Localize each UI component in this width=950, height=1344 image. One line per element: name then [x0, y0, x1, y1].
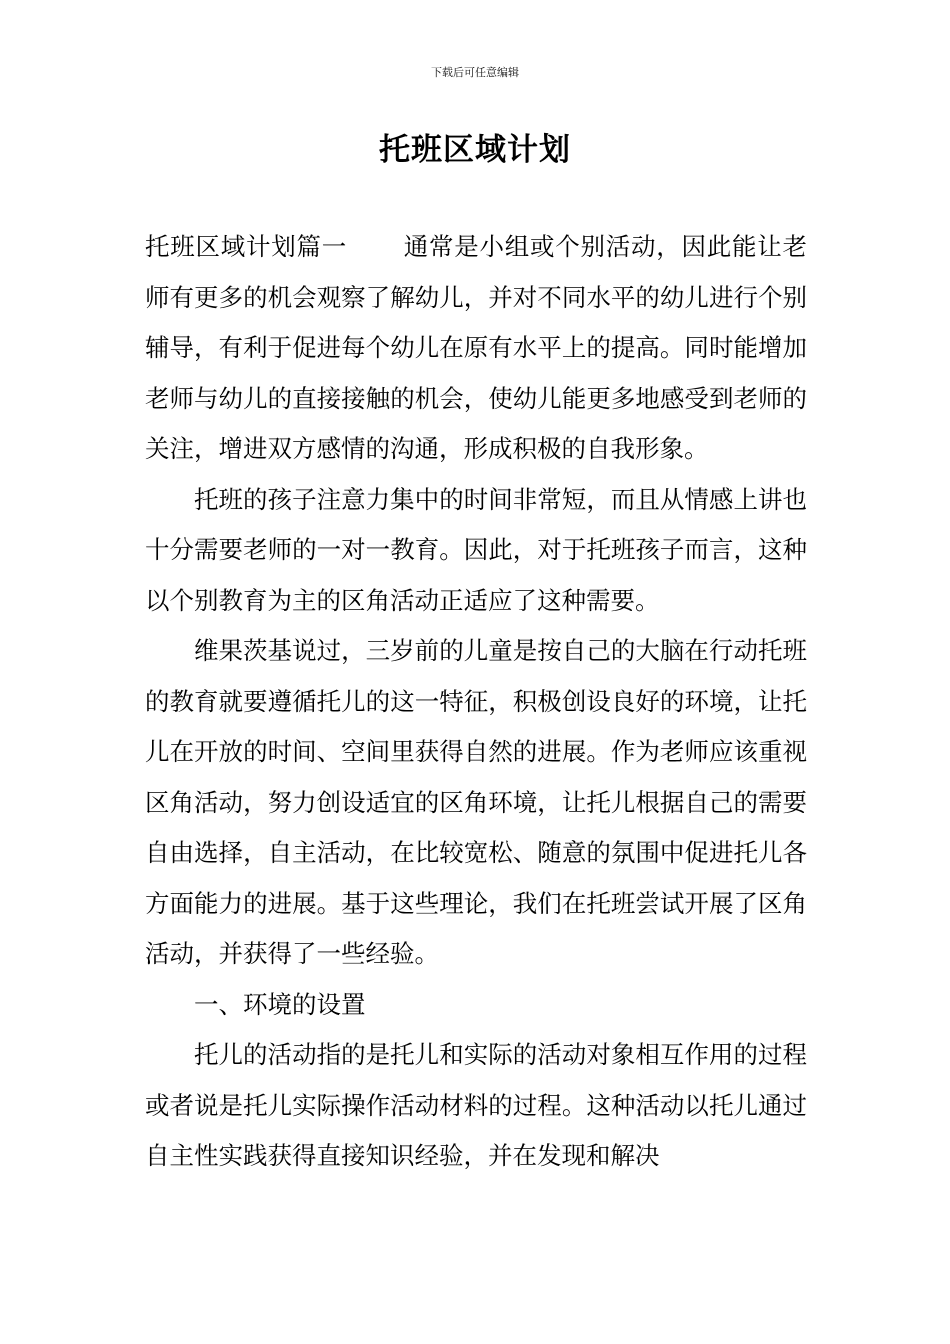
- paragraph-intro: [145, 222, 807, 475]
- document-title: 托班区域计划: [379, 132, 571, 168]
- document-body: [145, 222, 807, 1182]
- paragraph-attention: 托班的孩子注意力集中的时间非常短，而且从情感上讲也十分需要老师的一对一教育。因此，对于托班孩子而言，这种以个别教育为主的区角活动正适应了这种需要。: [145, 484, 807, 615]
- paragraph-intro-text: 通常是小组或个别活动，因此能让老师有更多的机会观察了解幼儿，并对不同水平的幼儿进行个别辅导，有利于促进每个幼儿在原有水平上的提高。同时能增加老师与幼儿的直接接触的机会，使幼儿能更多地感受到老师的关注，增进双方感情的沟通，形成积极的自我形象。: [145, 232, 807, 463]
- paragraph-activity: 托儿的活动指的是托儿和实际的活动对象相互作用的过程或者说是托儿实际操作活动材料的过程。这种活动以托儿通过自主性实践获得直接知识经验，并在发现和解决: [145, 1040, 807, 1170]
- header-note: 下载后可任意编辑: [431, 66, 519, 79]
- paragraph-vygotsky: 维果茨基说过，三岁前的儿童是按自己的大脑在行动托班的教育就要遵循托儿的这一特征，积极创设良好的环境，让托儿在开放的时间、空间里获得自然的进展。作为老师应该重视区角活动，努力创设适宜的区角环境，让托儿根据自己的需要自由选择，自主活动，在比较宽松、随意的氛围中促进托儿各方面能力的进展。基于这些理论，我们在托班尝试开展了区角活动，并获得了一些经验。: [145, 636, 807, 968]
- section-heading-environment: 一、环境的设置: [194, 989, 366, 1019]
- section-lead: 托班区域计划篇一: [145, 232, 347, 261]
